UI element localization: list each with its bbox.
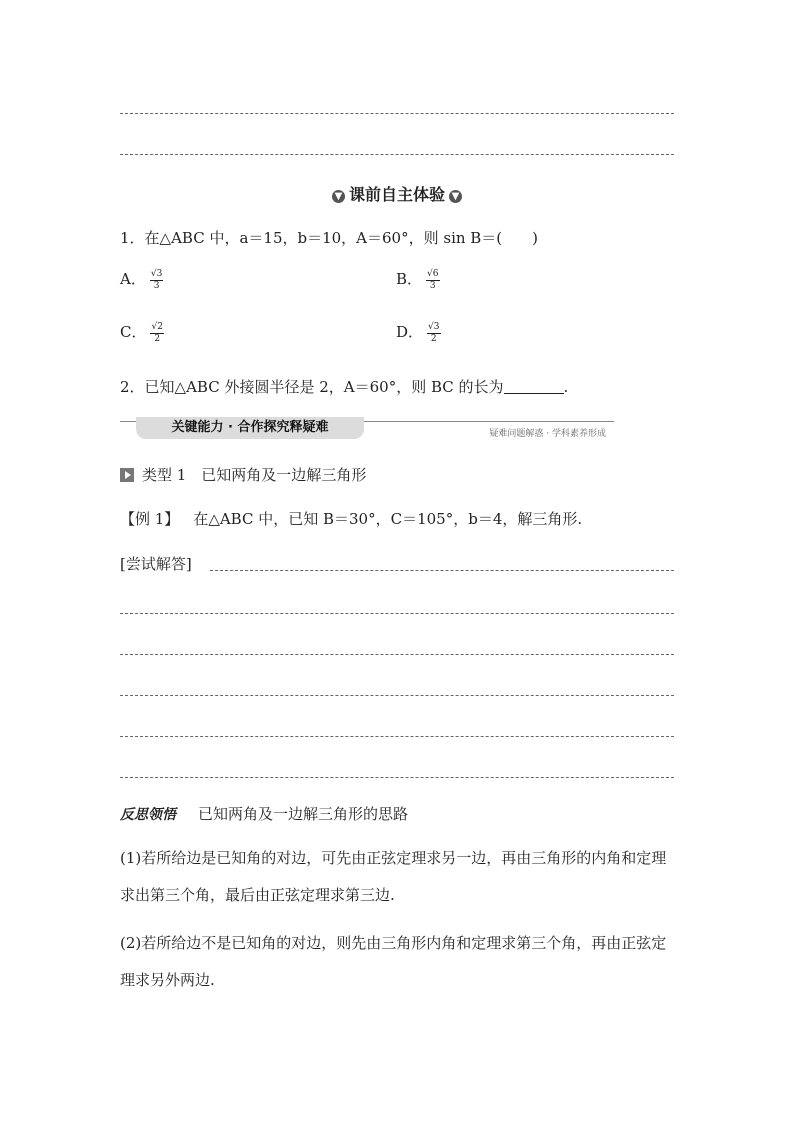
option-b bbox=[396, 268, 440, 292]
fraction: $\frac{√2}{2}$ bbox=[151, 321, 163, 344]
section-banner bbox=[120, 414, 614, 444]
banner-subtitle: 疑难问题解惑 · 学科素养形成 bbox=[489, 429, 606, 439]
question-2-end: . bbox=[563, 378, 569, 396]
reflection-label: 反思领悟 bbox=[120, 807, 176, 823]
answer-line bbox=[120, 113, 674, 114]
type-heading-text: 类型 1 已知两角及一边解三角形 bbox=[142, 466, 367, 484]
reflection-heading bbox=[120, 803, 408, 824]
banner-title: 关键能力 · 合作探究释疑难 bbox=[136, 417, 364, 439]
question-1-stem: 1．在△ABC 中，a＝15，b＝10，A＝60°，则 sin B＝( ) bbox=[120, 229, 539, 247]
option-c bbox=[120, 321, 164, 345]
section-title: 课前自主体验 bbox=[348, 185, 445, 204]
answer-line bbox=[120, 777, 674, 778]
option-d bbox=[396, 321, 441, 345]
answer-line bbox=[120, 736, 674, 737]
example-1 bbox=[120, 508, 582, 529]
play-triangle-icon bbox=[120, 468, 134, 482]
reflection-point-2: (2)若所给边不是已知角的对边，则先由三角形内角和定理求第三个角，再由正弦定理求另外两边. bbox=[120, 934, 667, 989]
option-letter: D． bbox=[396, 323, 424, 341]
attempt-label: [尝试解答] bbox=[120, 555, 192, 573]
reflection-point-1: (1)若所给边是已知角的对边，可先由正弦定理求另一边，再由三角形的内角和定理求出第三个角，最后由正弦定理求第三边. bbox=[120, 849, 667, 904]
fraction: $\frac{√3}{3}$ bbox=[150, 268, 163, 291]
fraction: $\frac{√3}{2}$ bbox=[428, 321, 440, 344]
option-letter: C． bbox=[120, 323, 147, 341]
option-letter: B． bbox=[396, 270, 423, 288]
reflection-title: 已知两角及一边解三角形的思路 bbox=[198, 805, 409, 823]
example-text: 在△ABC 中，已知 B＝30°，C＝105°，b＝4，解三角形. bbox=[193, 510, 583, 528]
section-heading bbox=[0, 182, 794, 205]
example-label: 【例 1】 bbox=[120, 510, 180, 528]
fraction: $\frac{√6}{3}$ bbox=[427, 268, 439, 291]
answer-line bbox=[120, 654, 674, 655]
down-arrow-circle-icon: ▼ bbox=[332, 190, 345, 203]
answer-line bbox=[120, 154, 674, 155]
answer-line bbox=[120, 695, 674, 696]
down-arrow-circle-icon: ▼ bbox=[449, 190, 462, 203]
question-2-text: 2．已知△ABC 外接圆半径是 2，A＝60°，则 BC 的长为 bbox=[120, 378, 504, 396]
answer-line bbox=[210, 570, 674, 571]
answer-line bbox=[120, 613, 674, 614]
option-letter: A． bbox=[120, 270, 146, 288]
type-heading bbox=[120, 464, 366, 485]
option-a bbox=[120, 268, 163, 292]
question-2 bbox=[120, 376, 568, 397]
fill-blank bbox=[504, 379, 564, 394]
